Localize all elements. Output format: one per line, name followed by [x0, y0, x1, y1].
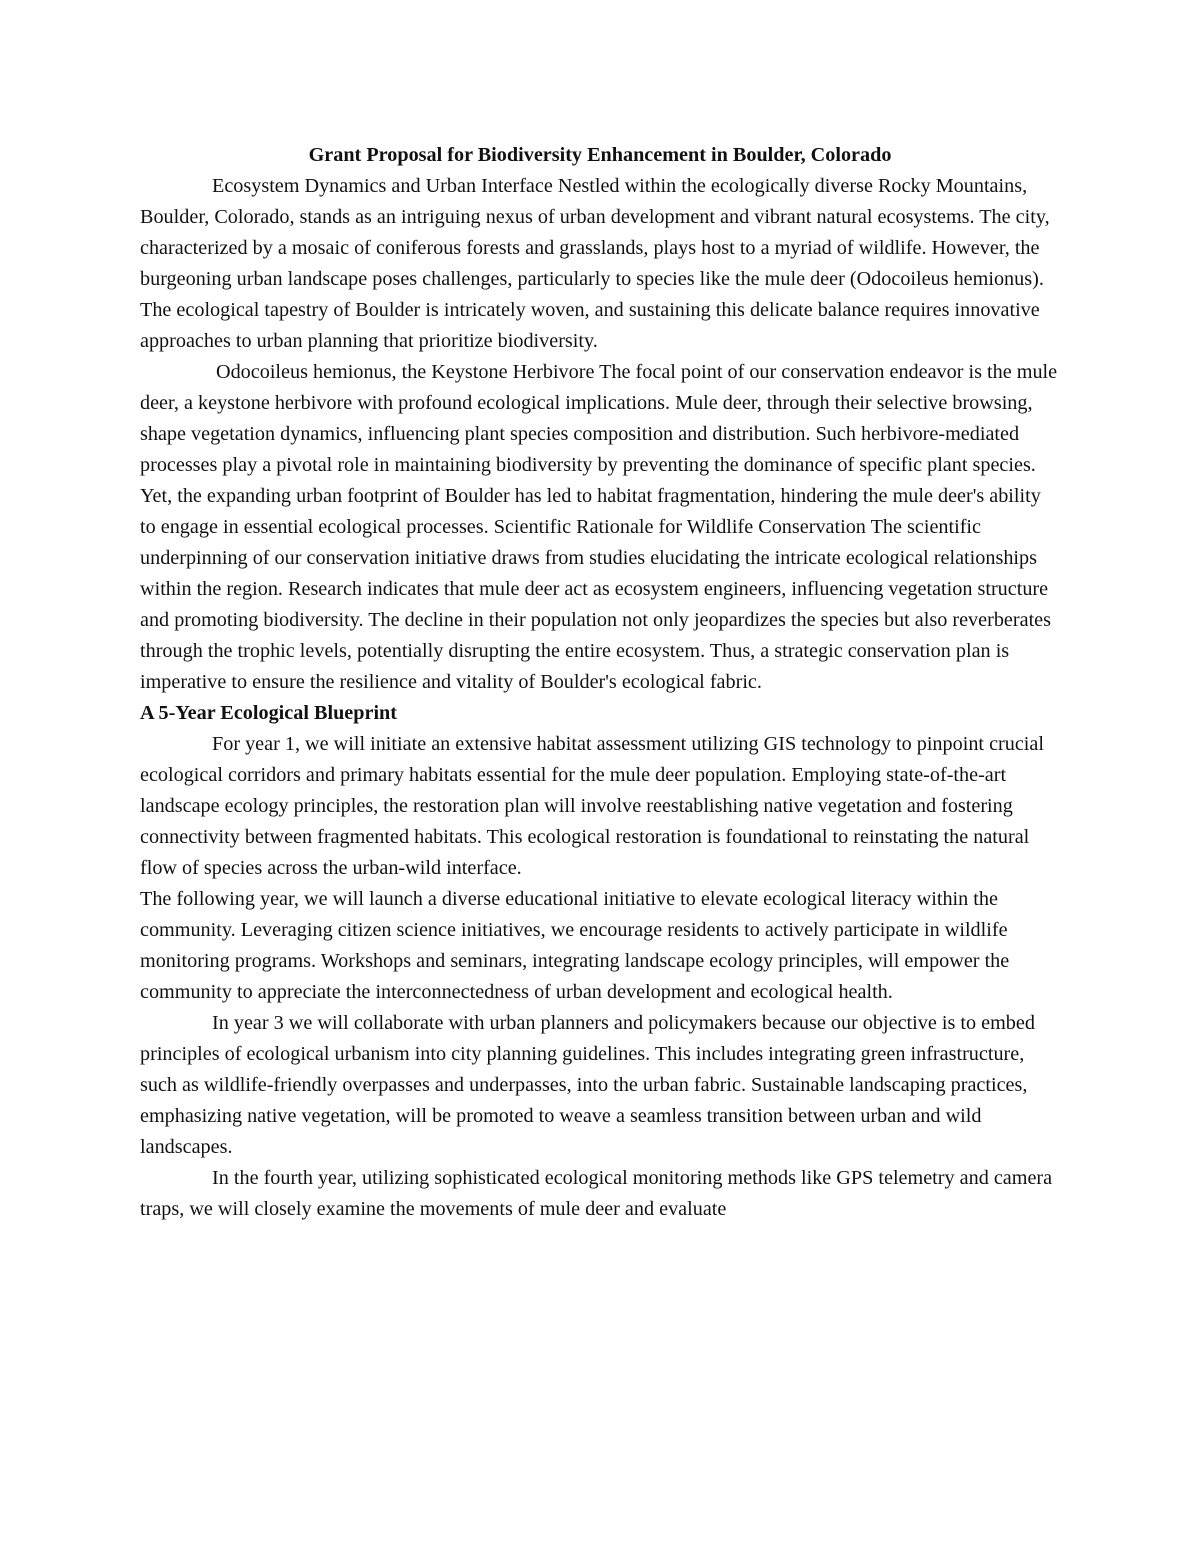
paragraph-year-3: In year 3 we will collaborate with urban planners and policymakers because our objective is to embed principles of ecological urbanism into city planning guidelines. This includes integrating green infrastructure, such as wildlife-friendly overpasses and underpasses, into the urban fabric. Sustainable landscaping practices, emphasizing native vegetation, will be promoted to weave a seamless transition between urban and wild landscapes. — [140, 1012, 1035, 1158]
document-page — [140, 140, 1060, 1225]
document-title: Grant Proposal for Biodiversity Enhancement in Boulder, Colorado — [308, 144, 892, 166]
paragraph-ecosystem-dynamics: Ecosystem Dynamics and Urban Interface Nestled within the ecologically diverse Rocky Mountains, Boulder, Colorado, stands as an intriguing nexus of urban development and vibrant natural ecosystems. The city, characterized by a mosaic of coniferous forests and grasslands, plays host to a myriad of wildlife. However, the burgeoning urban landscape poses challenges, particularly to species like the mule deer (Odocoileus hemionus). The ecological tapestry of Boulder is intricately woven, and sustaining this delicate balance requires innovative approaches to urban planning that prioritize biodiversity. — [140, 175, 1050, 352]
paragraph-keystone-herbivore: Odocoileus hemionus, the Keystone Herbivore The focal point of our conservation endeavor is the mule deer, a keystone herbivore with profound ecological implications. Mule deer, through their selective browsing, shape vegetation dynamics, influencing plant species composition and distribution. Such herbivore-mediated processes play a pivotal role in maintaining biodiversity by preventing the dominance of specific plant species. Yet, the expanding urban footprint of Boulder has led to habitat fragmentation, hindering the mule deer's ability to engage in essential ecological processes. Scientific Rationale for Wildlife Conservation The scientific underpinning of our conservation initiative draws from studies elucidating the intricate ecological relationships within the region. Research indicates that mule deer act as ecosystem engineers, influencing vegetation structure and promoting biodiversity. The decline in their population not only jeopardizes the species but also reverberates through the trophic levels, potentially disrupting the entire ecosystem. Thus, a strategic conservation plan is imperative to ensure the resilience and vitality of Boulder's ecological fabric. — [140, 361, 1058, 693]
section-heading: A 5-Year Ecological Blueprint — [140, 702, 398, 724]
paragraph-year-2: The following year, we will launch a diverse educational initiative to elevate ecological literacy within the community. Leveraging citizen science initiatives, we encourage residents to actively participate in wildlife monitoring programs. Workshops and seminars, integrating landscape ecology principles, will empower the community to appreciate the interconnectedness of urban development and ecological health. — [140, 888, 1010, 1003]
paragraph-year-4: In the fourth year, utilizing sophisticated ecological monitoring methods like GPS telemetry and camera traps, we will closely examine the movements of mule deer and evaluate — [140, 1167, 1053, 1220]
paragraph-year-1: For year 1, we will initiate an extensive habitat assessment utilizing GIS technology to pinpoint crucial ecological corridors and primary habitats essential for the mule deer population. Employing state-of-the-art landscape ecology principles, the restoration plan will involve reestablishing native vegetation and fostering connectivity between fragmented habitats. This ecological restoration is foundational to reinstating the natural flow of species across the urban-wild interface. — [140, 733, 1044, 879]
